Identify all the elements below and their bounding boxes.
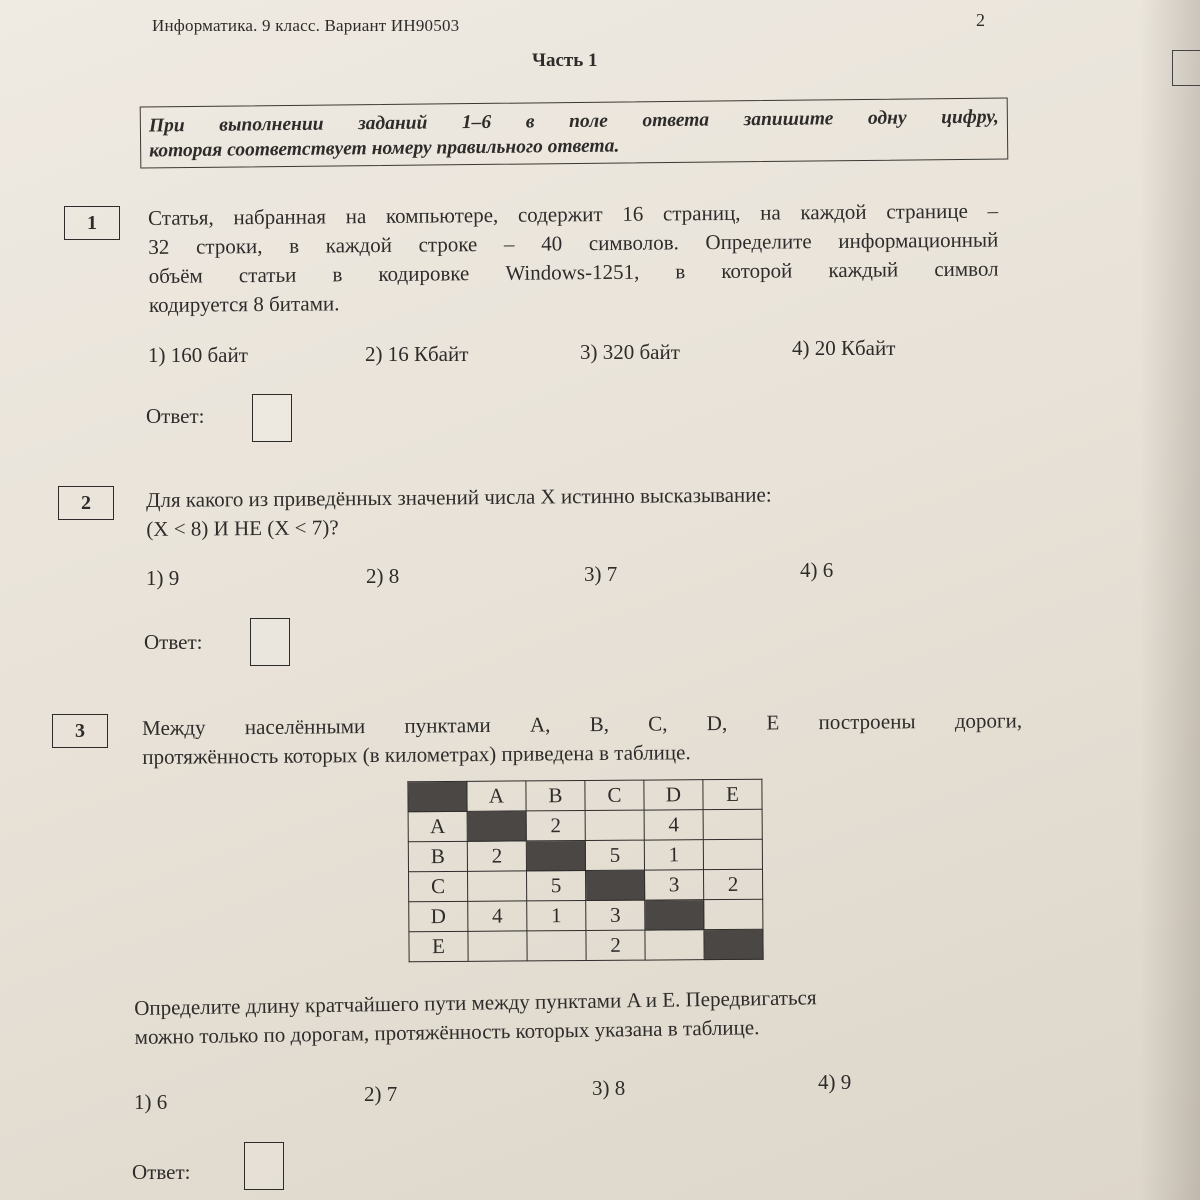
question-1-answer-label: Ответ: — [146, 404, 205, 428]
instruction-line-1: При выполнении заданий 1–6 в поле ответа запишите одну цифру, — [148, 106, 999, 137]
table-cell: 1 — [527, 900, 586, 930]
question-1-option-1: 1) 160 байт — [148, 343, 248, 367]
question-3-option-2: 2) 7 — [364, 1082, 398, 1106]
header-subject-line: Информатика. 9 класс. Вариант ИН90503 — [152, 16, 460, 35]
table-row — [408, 809, 762, 841]
table-header-cell: B — [526, 781, 585, 811]
question-1-option-3: 3) 320 байт — [580, 340, 680, 364]
question-1-line: 32 строки, в каждой строке – 40 символов. Определите информационный — [148, 227, 999, 259]
question-3-text — [142, 706, 1022, 772]
table-row-label: E — [409, 931, 468, 961]
instruction-line-2: которая соответствует номеру правильного ответа. — [149, 135, 620, 162]
table-cell — [703, 839, 762, 869]
table-cell: 5 — [527, 871, 586, 901]
question-2-line: (X < 8) И НЕ (X < 7)? — [146, 515, 339, 541]
table-cell — [645, 900, 704, 930]
table-cell: 1 — [644, 840, 703, 870]
question-3-task-line: можно только по дорогам, протяжённость которых указана в таблице. — [134, 1015, 760, 1049]
table-cell: 4 — [644, 810, 703, 840]
table-cell: 2 — [467, 841, 526, 871]
table-corner-cell — [408, 781, 467, 811]
table-cell: 2 — [526, 811, 585, 841]
question-2-option-1: 1) 9 — [146, 566, 180, 590]
table-row-label: B — [408, 841, 467, 871]
question-3-answer-box[interactable] — [244, 1142, 284, 1190]
table-cell — [704, 899, 763, 929]
table-cell — [468, 931, 527, 961]
distance-table — [407, 779, 763, 962]
question-1-line: Статья, набранная на компьютере, содержит 16 страниц, на каждой странице – — [148, 198, 999, 230]
page-number: 2 — [976, 10, 985, 30]
side-box — [1172, 50, 1200, 86]
table-cell — [467, 811, 526, 841]
table-header-cell: C — [585, 780, 644, 810]
question-3-line: протяжённость которых (в километрах) приведена в таблице. — [142, 740, 691, 769]
table-header-cell: E — [703, 779, 762, 809]
table-row — [408, 839, 762, 871]
table-cell — [527, 930, 586, 960]
question-number-2: 2 — [58, 486, 114, 520]
question-1-line: кодируется 8 битами. — [148, 291, 340, 317]
table-cell: 2 — [703, 869, 762, 899]
question-3-option-3: 3) 8 — [592, 1076, 626, 1100]
table-cell: 3 — [586, 900, 645, 930]
table-cell — [704, 929, 763, 959]
table-cell — [586, 870, 645, 900]
question-3-answer-label: Ответ: — [132, 1160, 191, 1184]
table-row-label: D — [409, 901, 468, 931]
table-row — [409, 899, 763, 931]
question-number-3: 3 — [52, 714, 108, 748]
table-row-label: C — [409, 871, 468, 901]
table-cell: 3 — [644, 870, 703, 900]
table-cell — [468, 871, 527, 901]
question-2-answer-label: Ответ: — [144, 630, 203, 654]
table-row — [409, 929, 763, 961]
table-row-label: A — [408, 811, 467, 841]
question-1-text — [148, 197, 999, 320]
question-2-option-4: 4) 6 — [800, 558, 834, 582]
instruction-box — [140, 97, 1009, 168]
question-2-option-3: 3) 7 — [584, 562, 618, 586]
table-cell: 2 — [586, 930, 645, 960]
table-row — [409, 869, 763, 901]
table-cell: 5 — [585, 840, 644, 870]
table-cell: 4 — [468, 901, 527, 931]
question-2-line: Для какого из приведённых значений числа X истинно высказывание: — [146, 482, 772, 512]
question-3-line: Между населёнными пунктами A, B, C, D, E построены дороги, — [142, 708, 1023, 740]
question-1-line: объём статьи в кодировке Windows-1251, в которой каждый символ — [148, 256, 999, 288]
table-cell — [585, 810, 644, 840]
question-number-1: 1 — [64, 206, 120, 240]
table-header-cell: A — [467, 781, 526, 811]
question-3-option-1: 1) 6 — [134, 1090, 168, 1114]
table-header-cell: D — [644, 780, 703, 810]
question-2-text — [146, 479, 996, 544]
table-cell — [526, 841, 585, 871]
question-1-option-4: 4) 20 Кбайт — [792, 336, 896, 360]
question-1-option-2: 2) 16 Кбайт — [365, 342, 469, 366]
page-edge-shadow — [1140, 0, 1200, 1200]
question-3-task-line: Определите длину кратчайшего пути между пунктами A и E. Передвигаться — [134, 985, 817, 1020]
question-3-task-text — [134, 980, 1035, 1052]
table-cell — [703, 809, 762, 839]
question-1-answer-box[interactable] — [252, 394, 292, 442]
table-header-row — [408, 779, 762, 811]
question-2-answer-box[interactable] — [250, 618, 290, 666]
question-2-option-2: 2) 8 — [366, 564, 400, 588]
question-3-option-4: 4) 9 — [818, 1070, 852, 1094]
part-title: Часть 1 — [532, 50, 598, 71]
table-cell — [645, 930, 704, 960]
